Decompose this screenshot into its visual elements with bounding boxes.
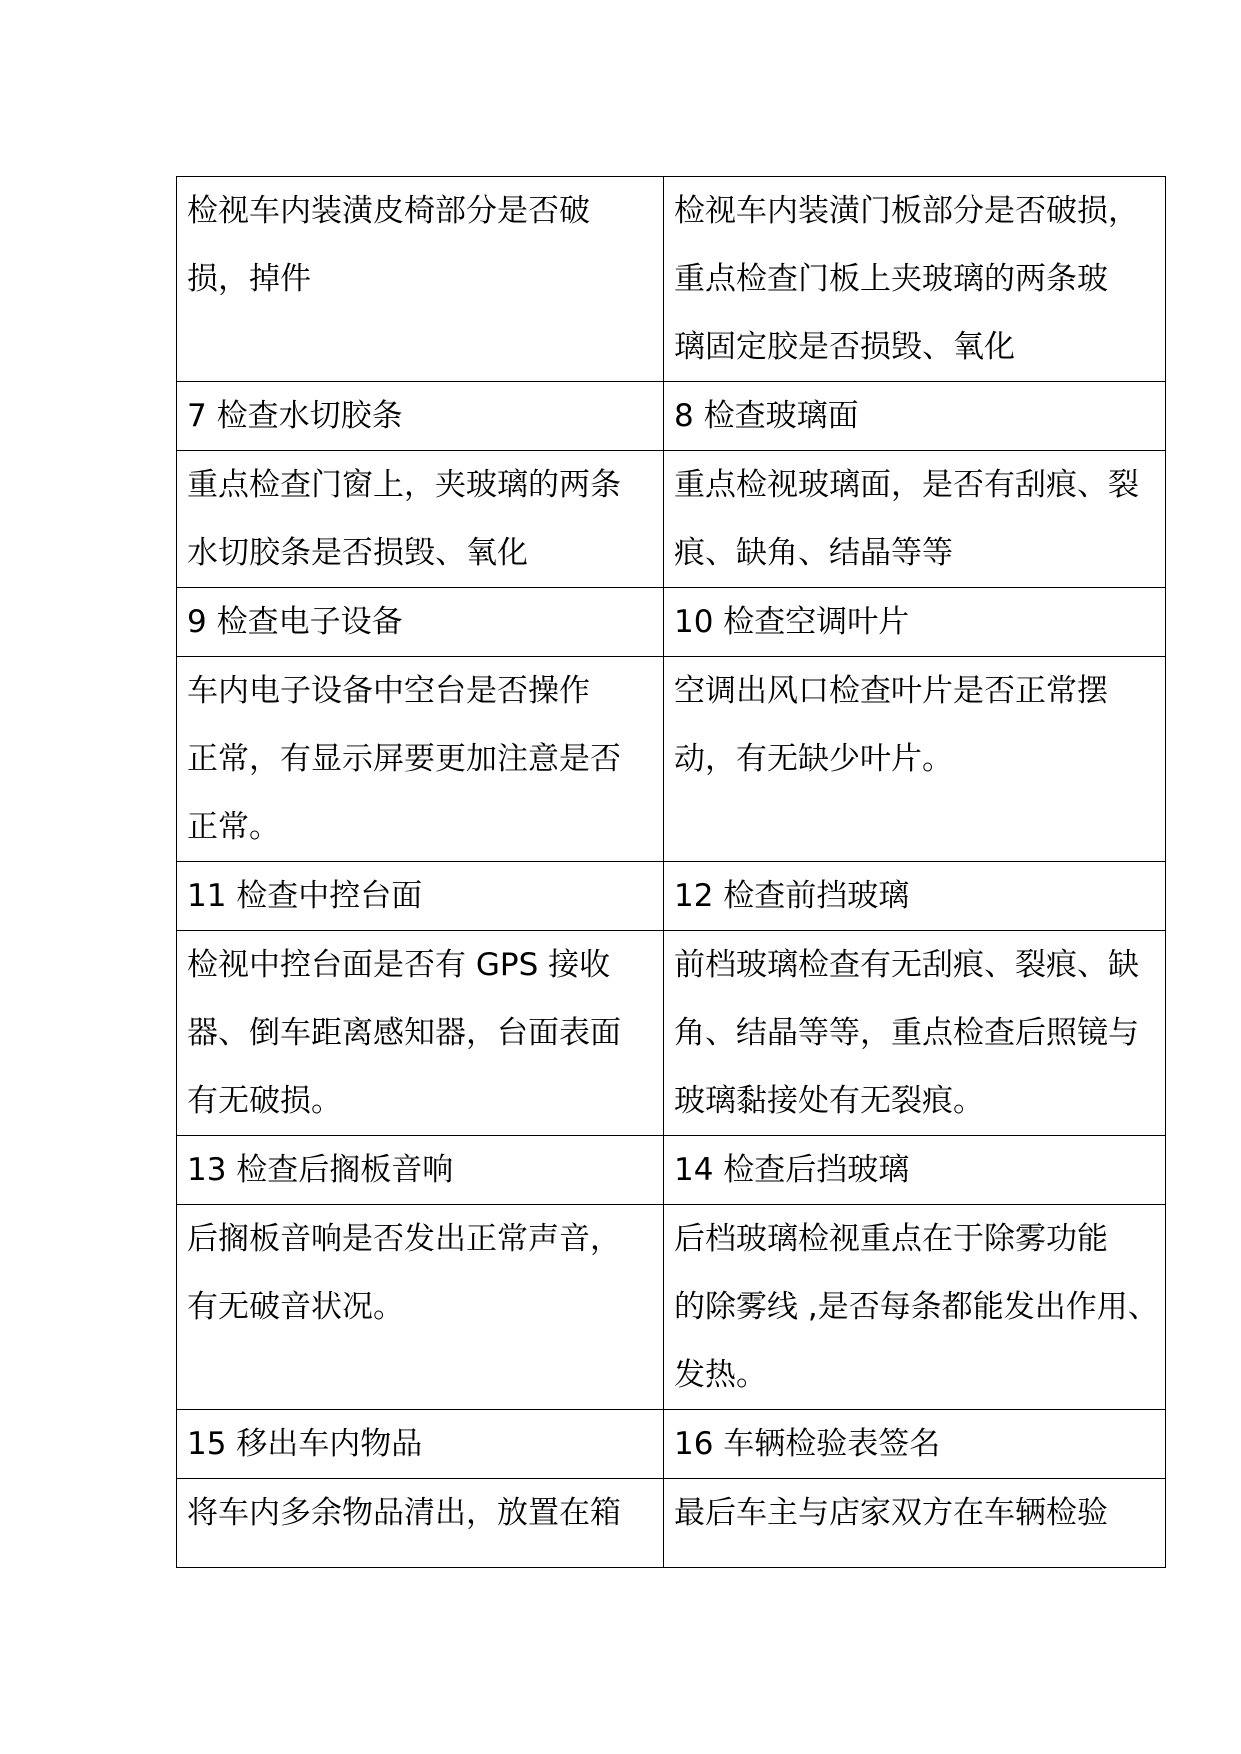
table-cell: 重点检视玻璃面，是否有刮痕、裂 痕、缺角、结晶等等 (664, 451, 1166, 588)
table-row (177, 177, 1166, 382)
item-heading: 16 车辆检验表签名 (664, 1410, 1166, 1479)
table-cell: 检视车内装潢门板部分是否破损， 重点检查门板上夹玻璃的两条玻 璃固定胶是否损毁、氧化 (664, 177, 1166, 382)
item-heading: 13 检查后搁板音响 (177, 1136, 664, 1205)
item-heading: 14 检查后挡玻璃 (664, 1136, 1166, 1205)
table-cell: 前档玻璃检查有无刮痕、裂痕、缺 角、结晶等等，重点检查后照镜与 玻璃黏接处有无裂痕。 (664, 931, 1166, 1136)
inspection-table (176, 176, 1166, 1568)
table-row (177, 382, 1166, 451)
item-heading: 15 移出车内物品 (177, 1410, 664, 1479)
table-cell: 检视中控台面是否有 GPS 接收 器、倒车距离感知器，台面表面 有无破损。 (177, 931, 664, 1136)
table-row (177, 931, 1166, 1136)
item-heading: 8 检查玻璃面 (664, 382, 1166, 451)
table-row (177, 862, 1166, 931)
table-row (177, 657, 1166, 862)
table-row (177, 1410, 1166, 1479)
table-cell: 后搁板音响是否发出正常声音， 有无破音状况。 (177, 1205, 664, 1410)
table-cell: 车内电子设备中空台是否操作 正常，有显示屏要更加注意是否 正常。 (177, 657, 664, 862)
table-row (177, 588, 1166, 657)
item-heading: 7 检查水切胶条 (177, 382, 664, 451)
table-cell: 检视车内装潢皮椅部分是否破 损，掉件 (177, 177, 664, 382)
item-heading: 9 检查电子设备 (177, 588, 664, 657)
table-cell: 重点检查门窗上，夹玻璃的两条 水切胶条是否损毁、氧化 (177, 451, 664, 588)
table-cell: 后档玻璃检视重点在于除雾功能 的除雾线 ,是否每条都能发出作用、 发热。 (664, 1205, 1166, 1410)
table-row (177, 451, 1166, 588)
table-cell: 空调出风口检查叶片是否正常摆 动，有无缺少叶片。 (664, 657, 1166, 862)
item-heading: 11 检查中控台面 (177, 862, 664, 931)
table-cell: 将车内多余物品清出，放置在箱 (177, 1479, 664, 1568)
table-row (177, 1205, 1166, 1410)
table-row (177, 1136, 1166, 1205)
item-heading: 12 检查前挡玻璃 (664, 862, 1166, 931)
table-cell: 最后车主与店家双方在车辆检验 (664, 1479, 1166, 1568)
table-row (177, 1479, 1166, 1568)
item-heading: 10 检查空调叶片 (664, 588, 1166, 657)
